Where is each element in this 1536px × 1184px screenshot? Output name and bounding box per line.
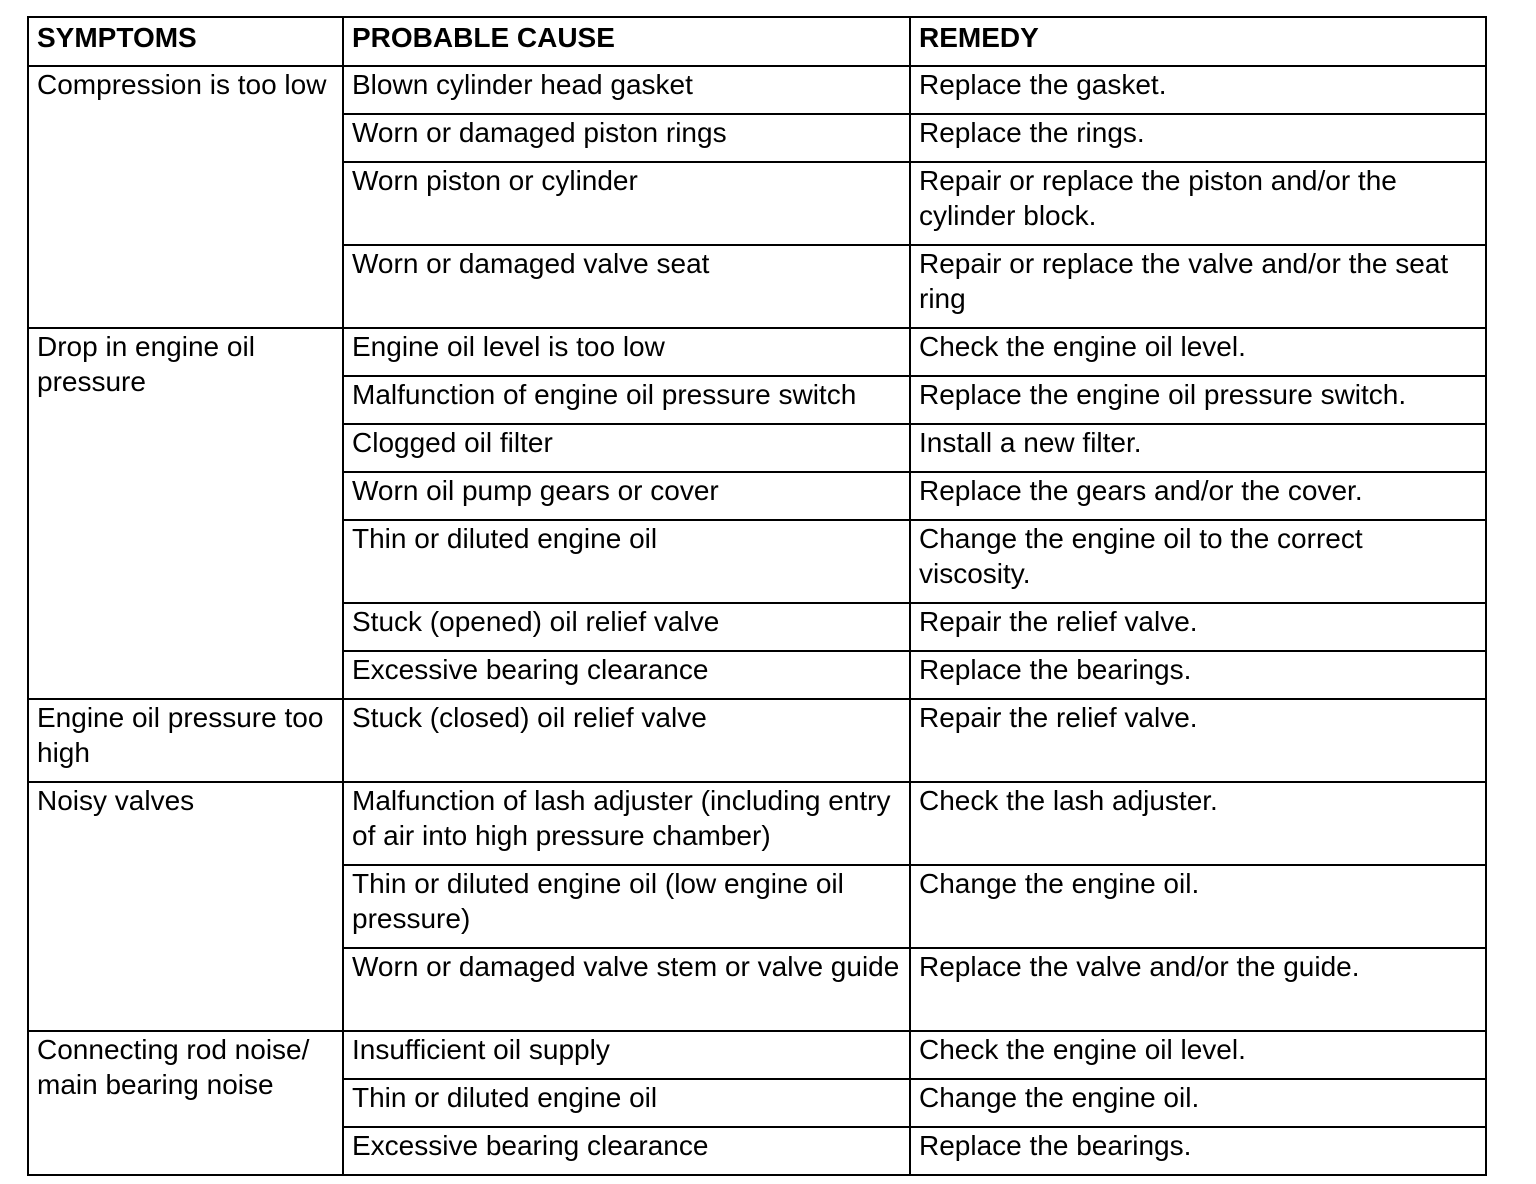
cause-cell: Thin or diluted engine oil (low engine oil pressure) xyxy=(343,865,910,948)
remedy-cell: Change the engine oil. xyxy=(910,1079,1486,1127)
symptom-cell: Connecting rod noise/ main bearing noise xyxy=(28,1031,343,1175)
remedy-cell: Replace the engine oil pressure switch. xyxy=(910,376,1486,424)
remedy-cell: Change the engine oil. xyxy=(910,865,1486,948)
cause-cell: Worn oil pump gears or cover xyxy=(343,472,910,520)
symptom-cell: Drop in engine oil pressure xyxy=(28,328,343,699)
remedy-cell: Repair the relief valve. xyxy=(910,603,1486,651)
header-remedy: REMEDY xyxy=(910,17,1486,66)
cause-cell: Worn or damaged valve stem or valve guide xyxy=(343,948,910,1031)
cause-cell: Thin or diluted engine oil xyxy=(343,1079,910,1127)
header-probable-cause: PROBABLE CAUSE xyxy=(343,17,910,66)
remedy-cell: Repair the relief valve. xyxy=(910,699,1486,782)
cause-cell: Stuck (closed) oil relief valve xyxy=(343,699,910,782)
remedy-cell: Replace the bearings. xyxy=(910,1127,1486,1175)
table-row xyxy=(28,699,1486,782)
cause-cell: Insufficient oil supply xyxy=(343,1031,910,1079)
remedy-cell: Replace the gasket. xyxy=(910,66,1486,114)
cause-cell: Clogged oil filter xyxy=(343,424,910,472)
cause-cell: Thin or diluted engine oil xyxy=(343,520,910,603)
remedy-cell: Change the engine oil to the correct viscosity. xyxy=(910,520,1486,603)
remedy-cell: Check the engine oil level. xyxy=(910,328,1486,376)
cause-cell: Blown cylinder head gasket xyxy=(343,66,910,114)
remedy-cell: Replace the rings. xyxy=(910,114,1486,162)
remedy-cell: Check the engine oil level. xyxy=(910,1031,1486,1079)
cause-cell: Engine oil level is too low xyxy=(343,328,910,376)
cause-cell: Stuck (opened) oil relief valve xyxy=(343,603,910,651)
remedy-cell: Repair or replace the valve and/or the seat ring xyxy=(910,245,1486,328)
cause-cell: Excessive bearing clearance xyxy=(343,1127,910,1175)
symptom-cell: Noisy valves xyxy=(28,782,343,1031)
header-symptoms: SYMPTOMS xyxy=(28,17,343,66)
table-row xyxy=(28,328,1486,376)
cause-cell: Excessive bearing clearance xyxy=(343,651,910,699)
remedy-cell: Install a new filter. xyxy=(910,424,1486,472)
cause-cell: Worn piston or cylinder xyxy=(343,162,910,245)
table-row xyxy=(28,782,1486,865)
remedy-cell: Replace the valve and/or the guide. xyxy=(910,948,1486,1031)
troubleshooting-table xyxy=(27,16,1487,1176)
remedy-cell: Replace the bearings. xyxy=(910,651,1486,699)
cause-cell: Worn or damaged piston rings xyxy=(343,114,910,162)
remedy-cell: Check the lash adjuster. xyxy=(910,782,1486,865)
symptom-cell: Engine oil pressure too high xyxy=(28,699,343,782)
table-row xyxy=(28,66,1486,114)
table-row xyxy=(28,1031,1486,1079)
remedy-cell: Replace the gears and/or the cover. xyxy=(910,472,1486,520)
remedy-cell: Repair or replace the piston and/or the cylinder block. xyxy=(910,162,1486,245)
symptom-cell: Compression is too low xyxy=(28,66,343,328)
header-row xyxy=(28,17,1486,66)
cause-cell: Malfunction of engine oil pressure switch xyxy=(343,376,910,424)
cause-cell: Worn or damaged valve seat xyxy=(343,245,910,328)
cause-cell: Malfunction of lash adjuster (including entry of air into high pressure chamber) xyxy=(343,782,910,865)
